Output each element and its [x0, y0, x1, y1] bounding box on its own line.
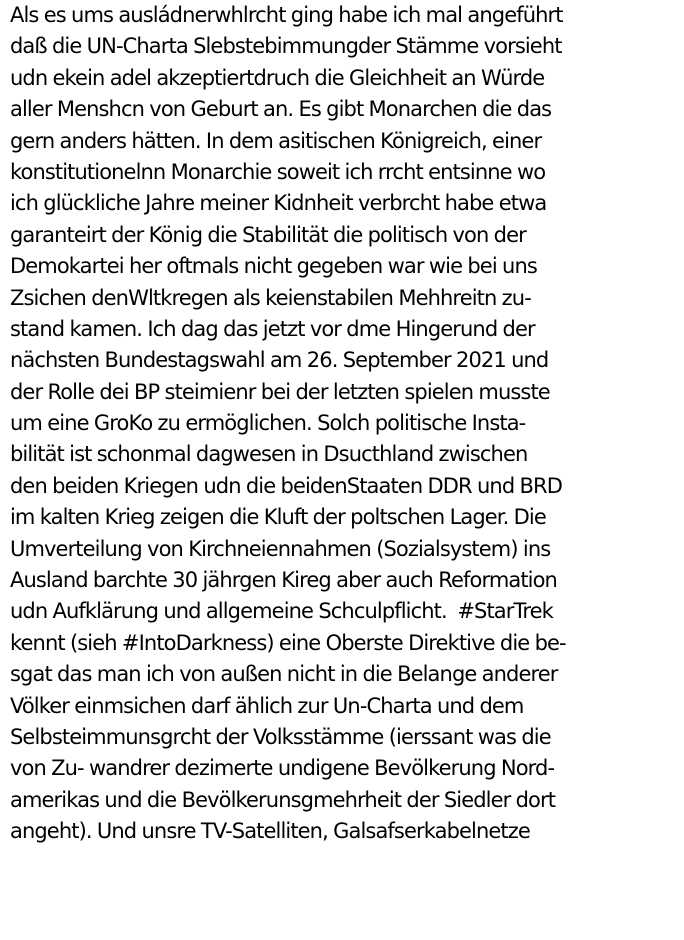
text-line: um eine GroKo zu ermöglichen. Solch politische Insta-: [10, 411, 526, 436]
text-line: stand kamen. Ich dag das jetzt vor dme Hingerund der: [10, 316, 535, 341]
text-line: Völker einmsichen darf ählich zur Un-Charta und dem: [10, 693, 524, 718]
text-line: aller Menshcn von Geburt an. Es gibt Monarchen die das: [10, 97, 552, 122]
text-line: sgat das man ich von außen nicht in die Belange anderer: [10, 662, 558, 687]
text-line: der Rolle dei BP steimienr bei der letzten spielen musste: [10, 379, 550, 404]
text-line: gern anders hätten. In dem asitischen Königreich, einer: [10, 128, 542, 153]
text-line: amerikas und die Bevölkerunsgmehrheit der Siedler dort: [10, 787, 556, 812]
text-line: Umverteilung von Kirchneiennahmen (Sozialsystem) ins: [10, 536, 551, 561]
text-line: im kalten Krieg zeigen die Kluft der poltschen Lager. Die: [10, 505, 546, 530]
text-line: udn Aufklärung und allgemeine Schculpflicht. #StarTrek: [10, 599, 553, 624]
text-line: bilität ist schonmal dagwesen in Dsucthland zwischen: [10, 442, 528, 467]
text-line: daß die UN-Charta Slebstebimmungder Stämme vorsieht: [10, 34, 562, 59]
text-line: den beiden Kriegen udn die beidenStaaten DDR und BRD: [10, 473, 563, 498]
text-line: kennt (sieh #IntoDarkness) eine Oberste Direktive die be-: [10, 630, 566, 655]
text-line: konstitutionelnn Monarchie soweit ich rrcht entsinne wo: [10, 159, 546, 184]
text-line: nächsten Bundestagswahl am 26. September 2021 und: [10, 348, 549, 373]
text-line: garanteirt der König die Stabilität die politisch von der: [10, 222, 526, 247]
body-text: [10, 0, 678, 848]
text-line: Selbsteimmunsgrcht der Volksstämme (ierssant was die: [10, 724, 551, 749]
text-line: Ausland barchte 30 jährgen Kireg aber auch Reformation: [10, 568, 557, 593]
text-line: ich glückliche Jahre meiner Kidnheit verbrcht habe etwa: [10, 191, 547, 216]
text-line: udn ekein adel akzeptiertdruch die Gleichheit an Würde: [10, 65, 545, 90]
text-line: Zsichen denWltkregen als keienstabilen Mehhreitn zu-: [10, 285, 531, 310]
text-line: angeht). Und unsre TV-Satelliten, Galsafserkabelnetze: [10, 819, 530, 844]
text-line: Als es ums ausládnerwhlrcht ging habe ich mal angeführt: [10, 3, 563, 27]
text-line: von Zu- wandrer dezimerte undigene Bevölkerung Nord-: [10, 756, 555, 781]
text-line: Demokartei her oftmals nicht gegeben war wie bei uns: [10, 254, 537, 279]
